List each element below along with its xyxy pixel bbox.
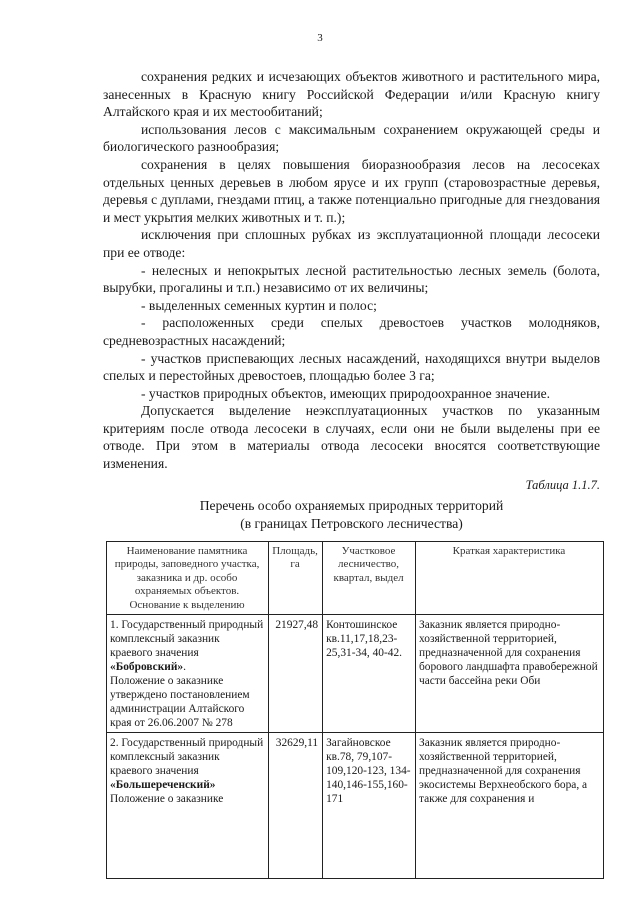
cell-name-intro: 2. Государственный природный комплексный заказник краевого значения bbox=[110, 737, 264, 778]
list-item: - участков природных объектов, имеющих природоохранное значение. bbox=[141, 385, 551, 401]
cell-name bbox=[107, 615, 269, 733]
table-title-subline: (в границах Петровского лесничества) bbox=[240, 515, 463, 531]
reserve-name: «Большереченский» bbox=[110, 779, 216, 792]
cell-name bbox=[107, 733, 269, 879]
cell-name-intro: 1. Государственный природный комплексный заказник краевого значения bbox=[110, 619, 264, 660]
cell-description: Заказник является природно-хозяйственной территорией, предназначенной для сохранения борового ландшафта правобережной части бассейна реки Оби bbox=[415, 615, 603, 733]
table-header-row bbox=[107, 542, 604, 615]
list-item: - расположенных среди спелых древостоев участков молодняков, средневозрастных насаждений; bbox=[103, 315, 600, 348]
table-row bbox=[107, 615, 604, 733]
list-item: - участков приспевающих лесных насаждений, находящихся внутри выделов спелых и перестойных древостоев, площадью более 3 га; bbox=[103, 350, 600, 384]
header-description: Краткая характеристика bbox=[415, 542, 603, 615]
cell-area: 32629,11 bbox=[269, 733, 323, 879]
page-number: 3 bbox=[317, 32, 323, 44]
reserve-name-suffix: . bbox=[183, 661, 186, 674]
body-text bbox=[103, 68, 600, 493]
table-row bbox=[107, 733, 604, 879]
paragraph: Допускается выделение неэксплуатационных участков по указанным критериям после отвода лесосеки в случаях, если они не были выделены при ее отводе. При этом в материалы отвода лесосеки вносятся соответствующие изменения. bbox=[103, 403, 600, 472]
table-label: Таблица 1.1.7. bbox=[525, 477, 600, 492]
list-item: - нелесных и непокрытых лесной растительностью лесных земель (болота, вырубки, прогалины и т.п.) независимо от их величины; bbox=[103, 262, 600, 296]
paragraph: сохранения редких и исчезающих объектов животного и растительного мира, занесенных в Красную книгу Российской Федерации и/или Красную книгу Алтайского края и их местообитаний; bbox=[103, 69, 600, 120]
reserve-name: «Бобровский» bbox=[110, 661, 184, 674]
cell-name-basis: Положение о заказнике bbox=[110, 793, 224, 806]
protected-areas-table bbox=[106, 541, 604, 879]
cell-description: Заказник является природно-хозяйственной территорией, предназначенной для сохранения экосистемы Верхнеобского бора, а также для сохранения и bbox=[415, 733, 603, 879]
header-location: Участковое лесничество, квартал, выдел bbox=[323, 542, 416, 615]
cell-name-basis: Положение о заказнике утверждено постановлением администрации Алтайского края от 26.06.2007 № 278 bbox=[110, 675, 250, 730]
cell-location: Контошинское кв.11,17,18,23-25,31-34, 40-42. bbox=[323, 615, 416, 733]
cell-area: 21927,48 bbox=[269, 615, 323, 733]
paragraph: сохранения в целях повышения биоразнообразия лесов на лесосеках отдельных ценных деревьев в любом ярусе и их групп (старовозрастные деревья, деревья с дуплами, гнездами птиц, а также потенциально пригодные для гнездования и мест укрытия мелких животных и т. п.); bbox=[103, 156, 600, 225]
table-title bbox=[103, 497, 600, 532]
cell-location: Загайновское кв.78, 79,107-109,120-123, 134-140,146-155,160-171 bbox=[323, 733, 416, 879]
paragraph: использования лесов с максимальным сохранением окружающей среды и биологического разнообразия; bbox=[103, 121, 600, 155]
table-title-line: Перечень особо охраняемых природных территорий bbox=[199, 498, 504, 513]
header-area: Площадь, га bbox=[269, 542, 323, 615]
header-name: Наименование памятника природы, заповедного участка, заказника и др. особо охраняемых объектов. Основание к выделению bbox=[107, 542, 269, 615]
paragraph: исключения при сплошных рубках из эксплуатационной площади лесосеки при ее отводе: bbox=[103, 227, 600, 260]
list-item: - выделенных семенных куртин и полос; bbox=[141, 297, 377, 313]
